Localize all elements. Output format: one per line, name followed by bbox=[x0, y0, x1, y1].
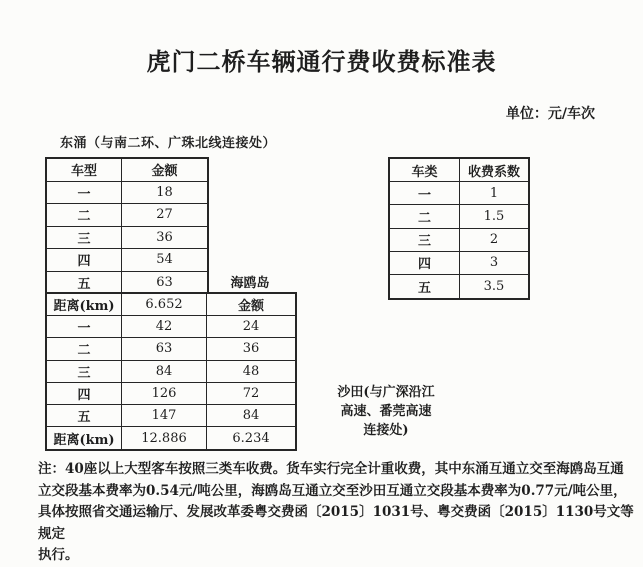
table-cell: 63 bbox=[122, 338, 207, 360]
col-header-haiou-amount: 金额 bbox=[207, 294, 295, 316]
distance-value: 6.652 bbox=[122, 294, 207, 316]
table-cell: 36 bbox=[207, 338, 295, 360]
dongchong-toll-table bbox=[45, 157, 209, 294]
dongchong-heading: 东涌（与南二环、广珠北线连接处） bbox=[60, 136, 277, 151]
col-header-vehicle-class: 车类 bbox=[390, 159, 460, 182]
table-cell: 42 bbox=[122, 316, 207, 338]
table-cell: 27 bbox=[122, 204, 207, 227]
col-header-amount: 金额 bbox=[122, 159, 207, 182]
table-cell: 84 bbox=[122, 361, 207, 383]
table-cell: 126 bbox=[122, 383, 207, 405]
table-cell: 五 bbox=[47, 272, 122, 295]
table-cell: 63 bbox=[156, 275, 173, 291]
table-cell: 24 bbox=[207, 316, 295, 338]
table-cell: 一 bbox=[47, 182, 122, 205]
table-cell: 18 bbox=[122, 182, 207, 205]
distance-label: 距离(km) bbox=[47, 427, 122, 449]
haioudao-label: 海鸥岛 bbox=[230, 276, 270, 291]
table-cell: 三 bbox=[47, 361, 122, 383]
footnote-line: 具体按照省交通运输厅、发展改革委粤交费函〔2015〕1031号、粤交费函〔2015〕1130号文等规定 bbox=[38, 504, 634, 542]
table-cell: 3.5 bbox=[483, 279, 505, 295]
table-cell: 1.5 bbox=[460, 205, 528, 228]
table-cell: 四 bbox=[47, 249, 122, 272]
unit-label: 单位：元/车次 bbox=[505, 106, 595, 122]
table-cell: 48 bbox=[207, 361, 295, 383]
table-cell: 147 bbox=[122, 405, 207, 427]
dongchong-haioudao-table bbox=[45, 292, 297, 451]
table-cell: 一 bbox=[390, 182, 460, 205]
table-cell: 四 bbox=[390, 252, 460, 275]
table-cell: 三 bbox=[47, 227, 122, 250]
table-cell: 2 bbox=[460, 229, 528, 252]
table-cell: 一 bbox=[47, 316, 122, 338]
table-cell: 五 bbox=[390, 275, 460, 298]
col-header-vehicle-type: 车型 bbox=[47, 159, 122, 182]
shatian-label-line: 沙田(与广深沿江 bbox=[337, 385, 435, 400]
table-cell: 36 bbox=[122, 227, 207, 250]
distance-label: 距离(km) bbox=[47, 294, 122, 316]
coefficient-table bbox=[388, 157, 530, 300]
shatian-label-line: 高速、番莞高速 bbox=[340, 404, 432, 419]
col-header-coefficient: 收费系数 bbox=[460, 159, 528, 182]
table-cell: 二 bbox=[390, 205, 460, 228]
table-cell: 四 bbox=[47, 383, 122, 405]
page-title: 虎门二桥车辆通行费收费标准表 bbox=[146, 47, 497, 76]
table-cell: 54 bbox=[122, 249, 207, 272]
shatian-label-line: 连接处) bbox=[363, 423, 409, 438]
footnote bbox=[38, 459, 634, 567]
shatian-label bbox=[293, 383, 479, 440]
table-cell: 1 bbox=[460, 182, 528, 205]
table-cell: 二 bbox=[47, 338, 122, 360]
distance-value: 12.886 bbox=[122, 427, 207, 449]
table-cell: 84 bbox=[207, 405, 295, 427]
footnote-line: 执行。 bbox=[38, 547, 79, 563]
table-cell: 72 bbox=[207, 383, 295, 405]
distance-value: 6.234 bbox=[232, 430, 270, 446]
table-cell: 三 bbox=[390, 229, 460, 252]
footnote-line: 立交段基本费率为0.54元/吨公里，海鸥岛互通立交至沙田互通立交段基本费率为0.77元/吨公里， bbox=[38, 482, 627, 499]
footnote-line: 注：40座以上大型客车按照三类车收费。货车实行完全计重收费，其中东涌互通立交至海鸥岛互通 bbox=[38, 461, 624, 477]
table-cell: 二 bbox=[47, 204, 122, 227]
table-cell: 3 bbox=[460, 252, 528, 275]
table-cell: 五 bbox=[47, 405, 122, 427]
